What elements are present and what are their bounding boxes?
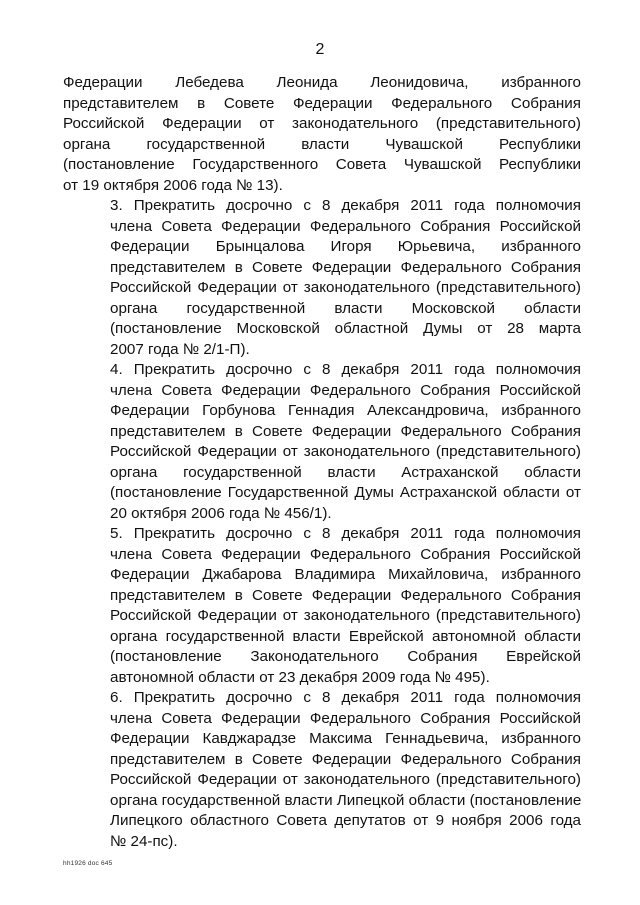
- text-line: (постановление Московской областной Думы от 28 марта: [110, 320, 581, 337]
- paragraph-item-6: [63, 688, 581, 852]
- text-line: Российской Федерации от законодательного (представительного): [63, 115, 581, 132]
- text-line: органа государственной власти Московской области: [110, 299, 581, 317]
- text-line: Российской Федерации от законодательного (представительного): [110, 279, 581, 296]
- paragraph-item-4: [63, 360, 581, 524]
- paragraph-item-5: [63, 524, 581, 688]
- text-line: (постановление Законодательного Собрания Еврейской: [110, 648, 581, 665]
- text-line: Федерации Брынцалова Игоря Юрьевича, избранного: [110, 238, 581, 255]
- text-line: представителем в Совете Федерации Федерального Собрания: [110, 586, 581, 604]
- text-line: органа государственной власти Чувашской Республики: [63, 135, 581, 153]
- text-line: Федерации Джабарова Владимира Михайловича, избранного: [110, 566, 581, 583]
- text-line: члена Совета Федерации Федерального Собрания Российской: [110, 217, 581, 235]
- text-line: 4. Прекратить досрочно с 8 декабря 2011 года полномочия: [110, 361, 581, 378]
- text-line: органа государственной власти Еврейской автономной области: [110, 627, 581, 645]
- text-line: Российской Федерации от законодательного (представительного): [110, 607, 581, 624]
- document-body: [63, 73, 581, 852]
- text-line: члена Совета Федерации Федерального Собрания Российской: [110, 709, 581, 727]
- text-line: 3. Прекратить досрочно с 8 декабря 2011 года полномочия: [110, 197, 581, 214]
- text-line: 6. Прекратить досрочно с 8 декабря 2011 года полномочия: [110, 689, 581, 706]
- text-line: члена Совета Федерации Федерального Собрания Российской: [110, 545, 581, 563]
- text-line: члена Совета Федерации Федерального Собрания Российской: [110, 381, 581, 399]
- text-line: 20 октября 2006 года № 456/1).: [110, 504, 332, 522]
- text-line: автономной области от 23 декабря 2009 года № 495).: [110, 668, 490, 686]
- text-line: Федерации Лебедева Леонида Леонидовича, избранного: [63, 74, 581, 91]
- text-line: органа государственной власти Липецкой области (постановление: [110, 791, 581, 809]
- text-line: № 24-пс).: [110, 832, 178, 850]
- text-line: представителем в Совете Федерации Федерального Собрания: [110, 750, 581, 768]
- text-line: (постановление Государственного Совета Чувашской Республики: [63, 156, 581, 173]
- text-line: Федерации Кавджарадзе Максима Геннадьевича, избранного: [110, 730, 581, 747]
- text-line: от 19 октября 2006 года № 13).: [63, 176, 283, 194]
- text-line: представителем в Совете Федерации Федерального Собрания: [63, 94, 581, 112]
- text-line: Липецкого областного Совета депутатов от 9 ноября 2006 года: [110, 812, 581, 829]
- text-line: Российской Федерации от законодательного (представительного): [110, 771, 581, 788]
- paragraph-continuation: [63, 73, 581, 196]
- text-line: Федерации Горбунова Геннадия Александровича, избранного: [110, 402, 581, 419]
- paragraph-item-3: [63, 196, 581, 360]
- text-line: органа государственной власти Астраханской области: [110, 463, 581, 481]
- text-line: (постановление Государственной Думы Астраханской области от: [110, 484, 581, 501]
- document-footer-id: hh1926 doc 645: [63, 860, 113, 867]
- text-line: 5. Прекратить досрочно с 8 декабря 2011 года полномочия: [110, 525, 581, 542]
- text-line: представителем в Совете Федерации Федерального Собрания: [110, 258, 581, 276]
- text-line: представителем в Совете Федерации Федерального Собрания: [110, 422, 581, 440]
- page-number: 2: [315, 41, 325, 58]
- text-line: Российской Федерации от законодательного (представительного): [110, 443, 581, 460]
- text-line: 2007 года № 2/1-П).: [110, 340, 250, 358]
